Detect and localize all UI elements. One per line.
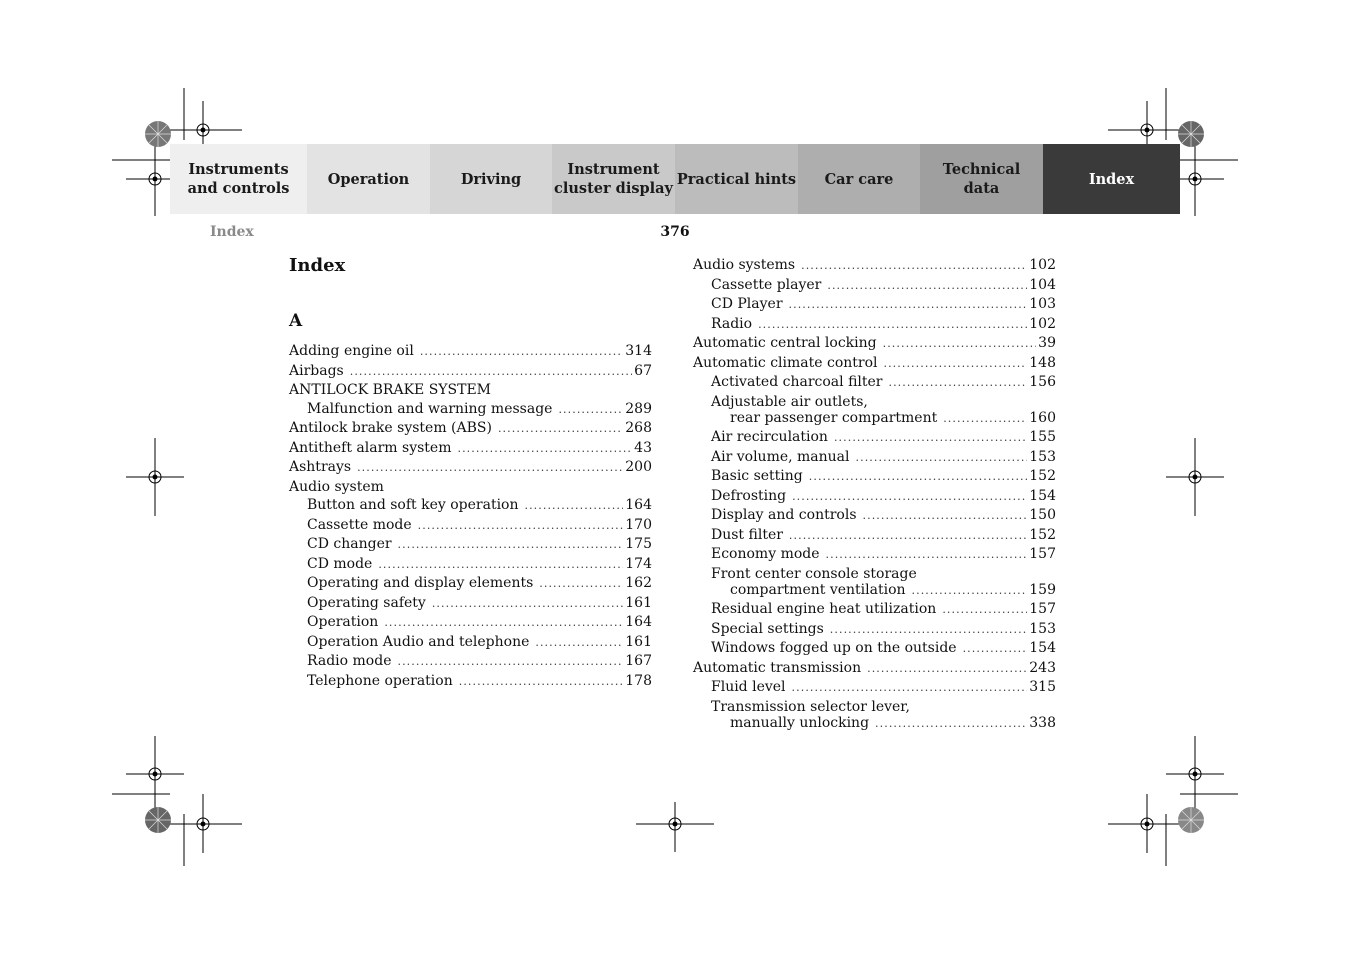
index-entry-page: 157 <box>1029 601 1056 617</box>
index-entry-page: 338 <box>1029 714 1056 731</box>
index-entry-label: Operation <box>307 614 379 630</box>
index-entry <box>289 419 652 439</box>
index-entry <box>289 516 652 536</box>
dot-leader <box>963 640 1028 659</box>
index-entry-page: 164 <box>625 497 652 513</box>
index-entry-label: rear passenger compartment <box>730 409 938 426</box>
dot-leader <box>827 277 1027 296</box>
index-entry <box>693 545 1056 565</box>
index-entry-label: Audio systems <box>693 257 796 273</box>
dot-leader <box>384 614 623 633</box>
index-entry <box>693 600 1056 620</box>
dot-leader <box>535 634 623 653</box>
index-entry-page: 156 <box>1029 374 1056 390</box>
index-entry-page: 154 <box>1029 640 1056 656</box>
index-entry-page: 170 <box>625 516 652 533</box>
dot-leader <box>867 660 1027 679</box>
dot-leader <box>834 429 1027 448</box>
index-entry-label: Adjustable air outlets, <box>711 393 868 410</box>
tab-instruments-and-controls[interactable] <box>170 144 307 214</box>
index-entry <box>289 400 652 420</box>
index-entry <box>693 334 1056 354</box>
index-entry <box>693 506 1056 526</box>
index-entry <box>289 672 652 692</box>
index-entry-page: 152 <box>1029 468 1056 484</box>
page-title: Index <box>289 255 346 276</box>
dot-leader <box>942 601 1027 620</box>
index-entry <box>289 496 652 516</box>
dot-leader <box>863 507 1028 526</box>
dot-leader <box>889 374 1028 393</box>
index-entry-label: compartment ventilation <box>730 581 906 598</box>
tab-label: Car care <box>824 170 894 188</box>
index-entry-label: Audio system <box>289 478 384 495</box>
index-entry-label: Antilock brake system (ABS) <box>289 420 492 436</box>
index-entry-label: manually unlocking <box>730 714 870 731</box>
index-column-right <box>693 256 1056 733</box>
index-entry <box>289 633 652 653</box>
index-entry-label: Automatic climate control <box>693 354 878 371</box>
index-entry-label: Airbags <box>289 362 344 379</box>
index-entry-label: ANTILOCK BRAKE SYSTEM <box>289 382 492 398</box>
dot-leader <box>457 440 632 459</box>
index-entry-label: Fluid level <box>711 679 786 695</box>
index-entry <box>693 678 1056 698</box>
index-entry-page: 39 <box>1038 335 1056 351</box>
index-entry <box>693 448 1056 468</box>
index-entry-page: 43 <box>634 439 652 456</box>
index-entry-page: 268 <box>625 420 652 436</box>
index-entry-page: 174 <box>625 555 652 572</box>
index-entry-page: 243 <box>1029 659 1056 676</box>
index-entry-page: 161 <box>625 594 652 611</box>
index-entry <box>289 652 652 672</box>
index-entry <box>289 555 652 575</box>
index-entry-page: 154 <box>1029 487 1056 504</box>
index-entry-page: 153 <box>1029 620 1056 637</box>
index-column-left <box>289 342 652 691</box>
dot-leader <box>398 536 624 555</box>
section-tab-bar <box>170 144 1180 214</box>
tab-label: Instruments and controls <box>187 161 290 197</box>
dot-leader <box>801 257 1027 276</box>
dot-leader <box>943 410 1027 429</box>
index-entry-page: 148 <box>1029 354 1056 371</box>
index-entry-page: 175 <box>625 536 652 552</box>
index-entry-label: Display and controls <box>711 507 857 523</box>
index-entry <box>693 659 1056 679</box>
dot-leader <box>432 595 623 614</box>
index-entry-label: Automatic transmission <box>693 659 862 676</box>
dot-leader <box>912 582 1028 601</box>
tab-operation[interactable] <box>307 144 430 214</box>
index-entry-label: Radio <box>711 315 753 332</box>
index-entry-page: 155 <box>1029 429 1056 445</box>
index-entry-page: 157 <box>1029 546 1056 562</box>
index-entry-label: Special settings <box>711 620 824 637</box>
index-entry-page: 314 <box>625 343 652 359</box>
tab-label: Operation <box>327 170 410 188</box>
index-entry <box>289 594 652 614</box>
index-entry <box>693 639 1056 659</box>
index-entry-label: Air recirculation <box>711 429 828 445</box>
index-entry-label: Operation Audio and telephone <box>307 633 530 650</box>
index-entry-label: Adding engine oil <box>289 343 414 359</box>
index-entry-label: Residual engine heat utilization <box>711 601 937 617</box>
index-entry-page: 102 <box>1029 257 1056 273</box>
index-entry <box>289 478 652 497</box>
index-entry-page: 104 <box>1029 276 1056 293</box>
index-entry-label: CD mode <box>307 555 373 572</box>
tab-label: Instrument cluster display <box>554 161 673 197</box>
index-entry-page: 159 <box>1029 581 1056 598</box>
index-entry-label: Automatic central locking <box>693 335 877 351</box>
index-entry <box>693 276 1056 296</box>
index-entry <box>693 581 1056 601</box>
index-entry-page: 67 <box>634 362 652 379</box>
index-entry <box>289 342 652 362</box>
tab-index[interactable] <box>1043 144 1180 214</box>
index-entry-label: Cassette mode <box>307 516 412 533</box>
index-entry-label: CD Player <box>711 296 783 312</box>
index-entry <box>693 714 1056 734</box>
index-entry <box>693 467 1056 487</box>
index-entry-label: Economy mode <box>711 546 820 562</box>
dot-leader <box>809 468 1028 487</box>
dot-leader <box>378 556 623 575</box>
dot-leader <box>397 653 623 672</box>
dot-leader <box>789 296 1028 315</box>
index-entry-page: 103 <box>1029 296 1056 312</box>
index-entry-page: 102 <box>1029 315 1056 332</box>
index-entry-label: Malfunction and warning message <box>307 400 553 417</box>
index-entry-label: Cassette player <box>711 276 822 293</box>
index-entry-page: 160 <box>1029 409 1056 426</box>
index-entry <box>693 526 1056 546</box>
dot-leader <box>830 621 1027 640</box>
dot-leader <box>539 575 623 594</box>
index-entry-label: Antitheft alarm system <box>289 439 452 456</box>
dot-leader <box>792 679 1028 698</box>
dot-leader <box>758 316 1027 335</box>
index-entry-page: 153 <box>1029 448 1056 465</box>
index-entry-label: Air volume, manual <box>711 448 850 465</box>
dot-leader <box>826 546 1028 565</box>
index-entry <box>693 487 1056 507</box>
index-entry <box>693 256 1056 276</box>
dot-leader <box>856 449 1028 468</box>
tab-technical-data[interactable] <box>920 144 1043 214</box>
tab-label: Driving <box>460 170 522 188</box>
index-entry-label: Windows fogged up on the outside <box>711 640 957 656</box>
dot-leader <box>525 497 624 516</box>
index-entry <box>693 315 1056 335</box>
index-entry <box>693 409 1056 429</box>
index-entry-page: 315 <box>1029 679 1056 695</box>
dot-leader <box>420 343 623 362</box>
dot-leader <box>792 488 1027 507</box>
index-entry <box>693 354 1056 374</box>
index-entry-label: Ashtrays <box>289 459 352 475</box>
index-entry-label: CD changer <box>307 536 392 552</box>
index-entry-label: Telephone operation <box>307 672 453 689</box>
index-entry <box>289 574 652 594</box>
dot-leader <box>357 459 623 478</box>
running-header-section: Index <box>210 224 254 240</box>
index-entry-label: Button and soft key operation <box>307 497 519 513</box>
page-number: 376 <box>660 224 690 240</box>
index-entry-page: 150 <box>1029 507 1056 523</box>
index-entry-page: 200 <box>625 459 652 475</box>
index-entry <box>289 535 652 555</box>
tab-practical-hints[interactable] <box>675 144 798 214</box>
dot-leader <box>350 363 632 382</box>
index-letter-heading: A <box>289 311 303 331</box>
dot-leader <box>789 527 1027 546</box>
index-entry-label: Activated charcoal filter <box>711 374 883 390</box>
index-entry-label: Radio mode <box>307 653 392 669</box>
index-entry-label: Transmission selector lever, <box>711 698 910 715</box>
tab-car-care[interactable] <box>798 144 920 214</box>
dot-leader <box>459 673 624 692</box>
index-entry-page: 161 <box>625 633 652 650</box>
index-entry <box>693 373 1056 393</box>
index-entry <box>693 620 1056 640</box>
dot-leader <box>884 355 1028 374</box>
index-entry-page: 289 <box>625 400 652 417</box>
dot-leader <box>418 517 624 536</box>
tab-instrument-cluster-display[interactable] <box>552 144 675 214</box>
index-entry-label: Dust filter <box>711 526 783 543</box>
tab-label: Technical data <box>942 161 1021 197</box>
index-entry <box>289 439 652 459</box>
index-entry <box>289 458 652 478</box>
index-entry <box>693 428 1056 448</box>
index-entry-label: Defrosting <box>711 487 787 504</box>
index-entry-page: 167 <box>625 653 652 669</box>
index-entry <box>289 613 652 633</box>
tab-label: Practical hints <box>676 170 797 188</box>
index-entry-label: Operating safety <box>307 594 426 611</box>
index-entry-label: Basic setting <box>711 468 803 484</box>
index-entry-label: Front center console storage <box>711 565 917 582</box>
index-entry <box>289 381 652 400</box>
tab-label: Index <box>1088 170 1135 188</box>
index-entry <box>693 295 1056 315</box>
dot-leader <box>883 335 1037 354</box>
index-entry-page: 162 <box>625 575 652 591</box>
index-entry-label: Operating and display elements <box>307 575 534 591</box>
index-entry-page: 152 <box>1029 526 1056 543</box>
dot-leader <box>498 420 623 439</box>
index-entry-page: 178 <box>625 672 652 689</box>
dot-leader <box>558 401 623 420</box>
index-entry <box>289 362 652 382</box>
index-entry-page: 164 <box>625 614 652 630</box>
tab-driving[interactable] <box>430 144 552 214</box>
dot-leader <box>875 715 1027 734</box>
